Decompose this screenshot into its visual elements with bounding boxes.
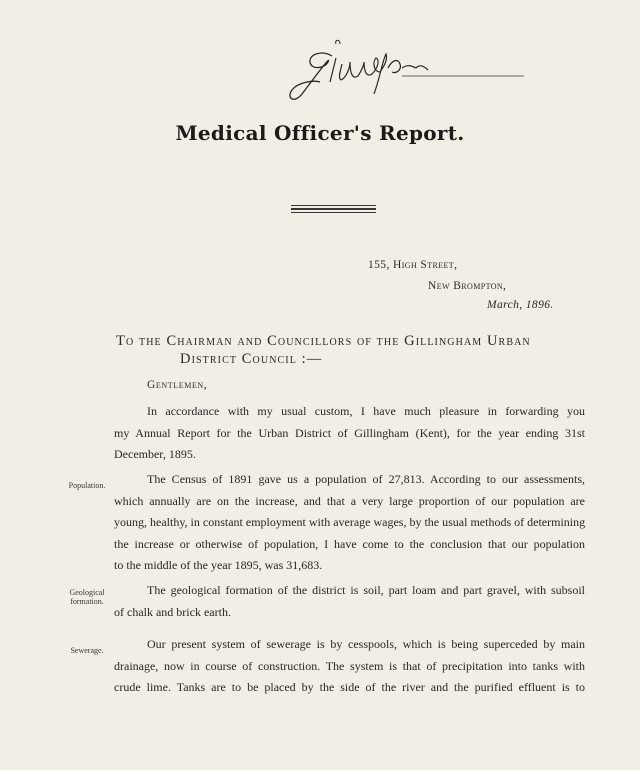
report-date: March, 1896. (487, 299, 554, 311)
paragraph-line: to the middle of the year 1895, was 31,683. (114, 558, 323, 572)
paragraph-line: The geological formation of the district is soil, part loam and part gravel, with subsoil (147, 583, 585, 597)
paragraph-line: my Annual Report for the Urban District of Gillingham (Kent), for the year ending 31st (114, 425, 585, 440)
paragraph-line: Our present system of sewerage is by cesspools, which is being superceded by main (147, 637, 585, 651)
paragraph-line: December, 1895. (114, 447, 196, 461)
salutation-line-1: To the Chairman and Councillors of the Gillingham Urban (116, 333, 531, 349)
title-rule (291, 205, 376, 206)
paragraph-line: The Census of 1891 gave us a population of 27,813. According to our assessments, (147, 472, 585, 486)
paragraph-population (114, 469, 585, 577)
title-rule (291, 208, 376, 210)
margin-note-geological: Geological formation. (69, 588, 105, 606)
paragraph-geology (114, 580, 585, 623)
salutation-line-2: District Council :— (180, 351, 323, 367)
paragraph-line: which annually are on the increase, and that a very large proportion of our population are (114, 493, 585, 508)
paragraph-line: crude lime. Tanks are to be placed by the side of the river and the purified effluent is to (114, 680, 585, 694)
paragraph-sewerage (114, 634, 585, 699)
address-town: New Brompton, (428, 280, 507, 292)
paragraph-line: young, healthy, in constant employment with average wages, by the usual methods of determining (114, 515, 586, 529)
report-title: Medical Officer's Report. (175, 121, 465, 145)
paragraph-line: the increase or otherwise of population, I have come to the conclusion that our population (114, 536, 585, 551)
greeting: Gentlemen, (147, 379, 208, 391)
paragraph-line: drainage, now in course of construction. The system is that of precipitation into tanks with (114, 658, 585, 673)
title-rule (291, 212, 376, 213)
paragraph-introduction (114, 401, 585, 466)
paragraph-line: In accordance with my usual custom, I have much pleasure in forwarding you (147, 404, 585, 418)
margin-note-sewerage: Sewerage. (70, 646, 104, 655)
address-street: 155, High Street, (368, 259, 458, 271)
paragraph-line: of chalk and brick earth. (114, 604, 231, 619)
margin-note-population: Population. (68, 481, 106, 490)
handwritten-signature (284, 38, 534, 108)
